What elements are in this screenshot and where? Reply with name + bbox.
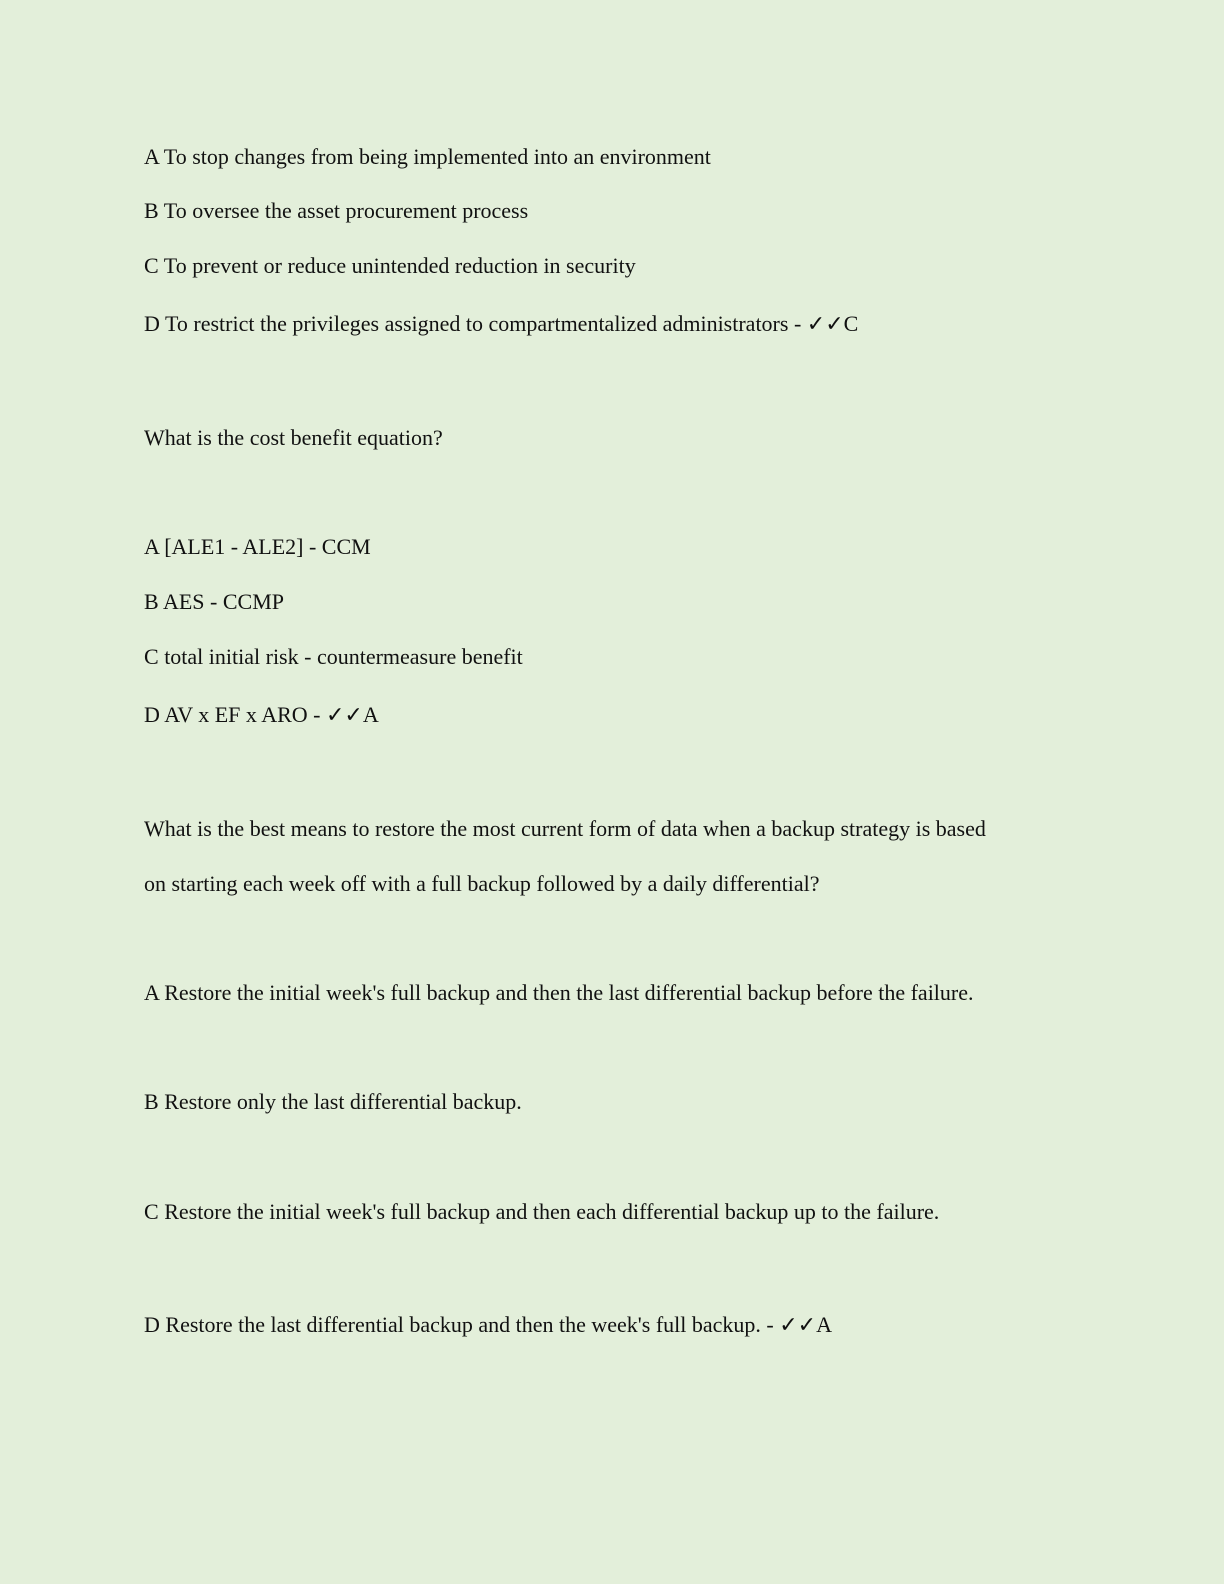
option-letter: A bbox=[144, 980, 159, 1005]
option-letter: B bbox=[144, 1089, 159, 1114]
option-letter: D bbox=[144, 702, 160, 727]
option-text: To stop changes from being implemented into an environment bbox=[163, 144, 711, 169]
option-text: To prevent or reduce unintended reduction in security bbox=[163, 253, 636, 278]
option-letter: B bbox=[144, 198, 159, 223]
option-text: [ALE1 - ALE2] - CCM bbox=[164, 534, 371, 559]
option-text: To restrict the privileges assigned to compartmentalized administrators - bbox=[165, 311, 802, 336]
option-text: AV x EF x ARO - bbox=[164, 702, 321, 727]
answer-letter: A bbox=[816, 1312, 833, 1337]
q1-option-b bbox=[144, 197, 528, 225]
q1-option-a bbox=[144, 143, 711, 171]
option-letter: D bbox=[144, 311, 160, 336]
q3-option-c bbox=[144, 1198, 939, 1226]
q1-option-c bbox=[144, 252, 636, 280]
option-letter: D bbox=[144, 1312, 160, 1337]
double-check-icon: ✓✓ bbox=[325, 703, 363, 728]
option-text: Restore the initial week's full backup and then each differential backup up to the failure. bbox=[164, 1199, 940, 1224]
q2-option-b bbox=[144, 588, 284, 616]
q3-question-line-1: What is the best means to restore the most current form of data when a backup strategy is based bbox=[144, 816, 986, 841]
q3-option-a bbox=[144, 979, 974, 1007]
q3-option-b bbox=[144, 1088, 522, 1116]
q2-option-c bbox=[144, 643, 523, 671]
option-letter: C bbox=[144, 253, 159, 278]
double-check-icon: ✓✓ bbox=[779, 1313, 817, 1338]
q2-option-d bbox=[144, 701, 379, 730]
option-text: Restore the initial week's full backup and then the last differential backup before the failure. bbox=[164, 980, 974, 1005]
option-text: total initial risk - countermeasure benefit bbox=[164, 644, 523, 669]
q2-option-a bbox=[144, 533, 371, 561]
option-letter: C bbox=[144, 644, 159, 669]
option-text: Restore the last differential backup and then the week's full backup. - bbox=[165, 1312, 774, 1337]
option-text: AES - CCMP bbox=[162, 589, 285, 614]
option-letter: C bbox=[144, 1199, 159, 1224]
q3-option-d bbox=[144, 1311, 832, 1340]
q2-question: What is the cost benefit equation? bbox=[144, 425, 443, 450]
option-letter: B bbox=[144, 589, 159, 614]
option-text: Restore only the last differential backup. bbox=[164, 1089, 522, 1114]
option-letter: A bbox=[144, 144, 159, 169]
answer-letter: C bbox=[843, 311, 859, 336]
q1-option-d bbox=[144, 310, 858, 339]
option-text: To oversee the asset procurement process bbox=[163, 198, 529, 223]
double-check-icon: ✓✓ bbox=[806, 312, 844, 337]
answer-letter: A bbox=[362, 702, 379, 727]
option-letter: A bbox=[144, 534, 159, 559]
q3-question-line-2: on starting each week off with a full backup followed by a daily differential? bbox=[144, 871, 820, 896]
